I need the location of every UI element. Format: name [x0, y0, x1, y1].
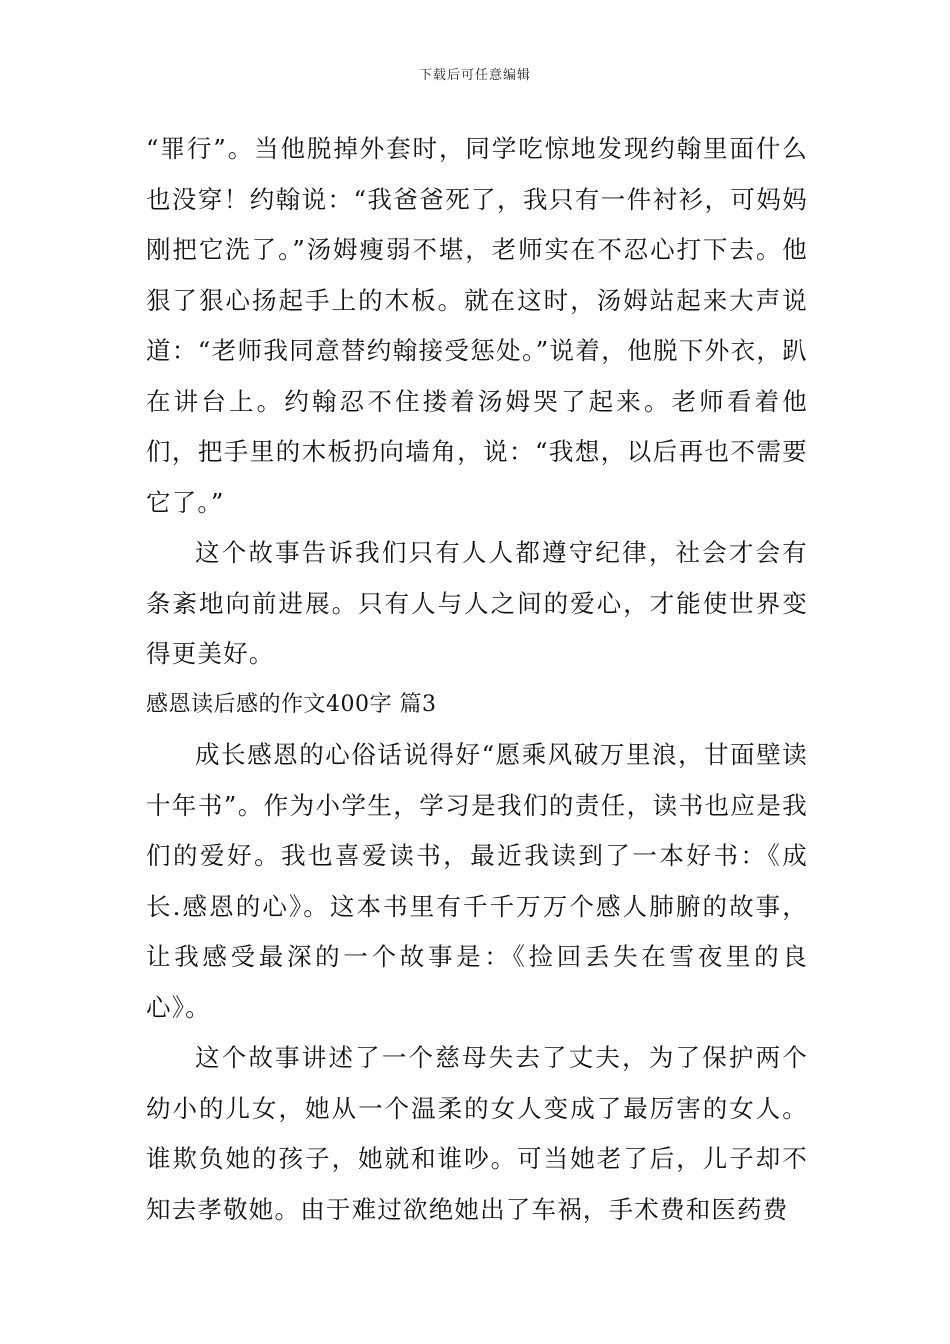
- paragraph-3: 成长感恩的心俗话说得好“愿乘风破万里浪，甘面壁读十年书”。作为小学生，学习是我们的责任，读书也应是我们的爱好。我也喜爱读书，最近我读到了一本好书：《成长.感恩的心》。这本书里有千千万万个感人肺腑的故事，让我感受最深的一个故事是：《捡回丢失在雪夜里的良心》。: [146, 740, 808, 1022]
- paragraph-2: 这个故事告诉我们只有人人都遵守纪律，社会才会有条紊地向前进展。只有人与人之间的爱心，才能使世界变得更美好。: [146, 538, 808, 668]
- section-heading: 感恩读后感的作文400字 篇3: [146, 691, 437, 717]
- paragraph-4: 这个故事讲述了一个慈母失去了丈夫，为了保护两个幼小的儿女，她从一个温柔的女人变成了最厉害的女人。谁欺负她的孩子，她就和谁吵。可当她老了后，儿子却不知去孝敬她。由于难过欲绝她出了车祸，手术费和医药费: [146, 1043, 808, 1224]
- page-header: 下载后可任意编辑: [418, 68, 531, 83]
- document-body: [146, 124, 808, 1235]
- paragraph-1: “罪行”。当他脱掉外套时，同学吃惊地发现约翰里面什么也没穿！约翰说：“我爸爸死了，我只有一件衬衫，可妈妈刚把它洗了。”汤姆瘦弱不堪，老师实在不忍心打下去。他狠了狠心扬起手上的木板。就在这时，汤姆站起来大声说道：“老师我同意替约翰接受惩处。”说着，他脱下外衣，趴在讲台上。约翰忍不住搂着汤姆哭了起来。老师看着他们，把手里的木板扔向墙角，说：“我想，以后再也不需要它了。”: [146, 134, 808, 517]
